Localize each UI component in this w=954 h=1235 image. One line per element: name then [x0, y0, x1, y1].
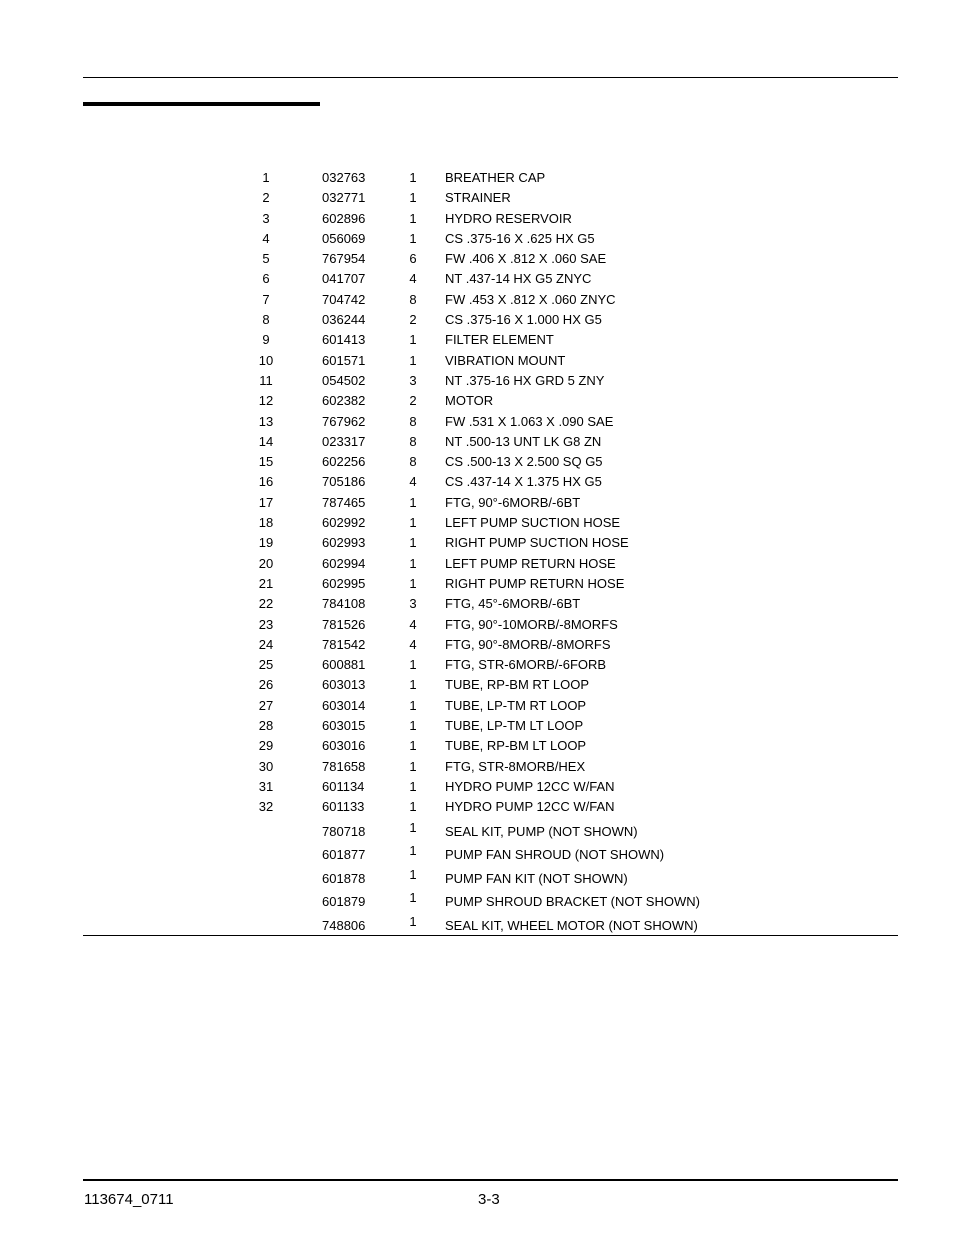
- item-number: 19: [258, 535, 274, 551]
- item-number: 31: [258, 778, 274, 794]
- item-number: 17: [258, 494, 274, 510]
- quantity: 1: [409, 657, 417, 673]
- parts-row: [0, 757, 954, 777]
- quantity: 1: [409, 758, 417, 774]
- part-number: 054502: [322, 372, 366, 388]
- parts-row: [0, 797, 954, 817]
- quantity: 1: [409, 866, 417, 882]
- parts-row: [0, 493, 954, 513]
- item-number: 29: [258, 738, 274, 754]
- parts-row: [0, 912, 954, 936]
- item-number: 4: [262, 230, 270, 246]
- description: FTG, 90°-6MORB/-6BT: [445, 494, 581, 510]
- parts-row: [0, 351, 954, 371]
- quantity: 2: [409, 312, 417, 328]
- parts-row: [0, 269, 954, 289]
- quantity: 1: [409, 515, 417, 531]
- header-rule: [83, 77, 898, 78]
- quantity: 6: [409, 251, 417, 267]
- parts-row: [0, 655, 954, 675]
- parts-row: [0, 594, 954, 614]
- document-number: 113674_0711: [84, 1191, 174, 1208]
- item-number: 14: [258, 433, 274, 449]
- quantity: 1: [409, 170, 417, 185]
- parts-row: [0, 432, 954, 452]
- description: FILTER ELEMENT: [445, 332, 554, 348]
- parts-row: [0, 188, 954, 208]
- quantity: 1: [409, 332, 417, 348]
- quantity: 8: [409, 413, 417, 429]
- part-number: 602992: [322, 515, 366, 531]
- quantity: 1: [409, 535, 417, 551]
- item-number: 25: [258, 657, 274, 673]
- parts-row: [0, 330, 954, 350]
- part-number: 784108: [322, 596, 366, 612]
- description: SEAL KIT, PUMP (NOT SHOWN): [445, 823, 638, 839]
- quantity: 1: [409, 778, 417, 794]
- quantity: 3: [409, 372, 417, 388]
- part-number: 787465: [322, 494, 366, 510]
- part-number: 602256: [322, 454, 366, 470]
- part-number: 036244: [322, 312, 366, 328]
- quantity: 4: [409, 271, 417, 287]
- quantity: 1: [409, 890, 417, 905]
- description: HYDRO RESERVOIR: [445, 210, 572, 226]
- description: VIBRATION MOUNT: [445, 352, 566, 368]
- part-number: 603016: [322, 738, 366, 754]
- item-number: 23: [258, 616, 274, 632]
- part-number: 023317: [322, 433, 366, 449]
- item-number: 5: [262, 251, 270, 267]
- quantity: 1: [409, 697, 417, 713]
- description: TUBE, RP-BM RT LOOP: [445, 677, 589, 693]
- quantity: 4: [409, 636, 417, 652]
- part-number: 602382: [322, 393, 366, 409]
- item-number: 10: [258, 352, 274, 368]
- part-number: 601878: [322, 870, 366, 886]
- description: PUMP FAN KIT (NOT SHOWN): [445, 870, 628, 886]
- item-number: 11: [259, 372, 273, 388]
- description: FTG, 45°-6MORB/-6BT: [445, 596, 581, 612]
- item-number: 8: [262, 312, 270, 328]
- part-number: 032763: [322, 170, 366, 185]
- parts-row: [0, 615, 954, 635]
- description: LEFT PUMP SUCTION HOSE: [445, 515, 621, 531]
- parts-row: [0, 841, 954, 865]
- parts-row: [0, 533, 954, 553]
- parts-row: [0, 716, 954, 736]
- part-number: 600881: [322, 657, 366, 673]
- part-number: 603013: [322, 677, 366, 693]
- quantity: 1: [409, 494, 417, 510]
- quantity: 1: [409, 210, 417, 226]
- parts-row: [0, 818, 954, 842]
- parts-row: [0, 452, 954, 472]
- part-number: 767962: [322, 413, 366, 429]
- item-number: 27: [258, 697, 274, 713]
- description: BREATHER CAP: [445, 170, 546, 185]
- parts-row: [0, 635, 954, 655]
- part-number: 601134: [322, 778, 365, 794]
- page-number: 3-3: [478, 1191, 500, 1208]
- parts-row: [0, 249, 954, 269]
- description: HYDRO PUMP 12CC W/FAN: [445, 799, 615, 815]
- item-number: 6: [262, 271, 270, 287]
- part-number: 601879: [322, 894, 366, 909]
- description: SEAL KIT, WHEEL MOTOR (NOT SHOWN): [445, 917, 698, 933]
- quantity: 1: [409, 230, 417, 246]
- part-number: 602993: [322, 535, 366, 551]
- description: PUMP SHROUD BRACKET (NOT SHOWN): [445, 894, 700, 909]
- parts-row: [0, 888, 954, 912]
- quantity: 1: [409, 819, 417, 835]
- description: CS .437-14 X 1.375 HX G5: [445, 474, 602, 490]
- description: FW .453 X .812 X .060 ZNYC: [445, 291, 616, 307]
- quantity: 1: [409, 190, 417, 206]
- parts-row: [0, 696, 954, 716]
- part-number: 601413: [322, 332, 366, 348]
- parts-list: [0, 168, 954, 935]
- parts-row: [0, 391, 954, 411]
- quantity: 1: [409, 352, 417, 368]
- description: RIGHT PUMP SUCTION HOSE: [445, 535, 629, 551]
- item-number: 1: [262, 170, 270, 185]
- parts-row: [0, 290, 954, 310]
- heading-underline: [83, 102, 320, 106]
- part-number: 601133: [322, 799, 365, 815]
- item-number: 16: [258, 474, 274, 490]
- part-number: 601571: [322, 352, 366, 368]
- item-number: 24: [258, 636, 274, 652]
- description: FW .531 X 1.063 X .090 SAE: [445, 413, 614, 429]
- description: FTG, STR-8MORB/HEX: [445, 758, 586, 774]
- part-number: 041707: [322, 271, 366, 287]
- parts-row: [0, 310, 954, 330]
- parts-row: [0, 412, 954, 432]
- part-number: 602896: [322, 210, 366, 226]
- item-number: 7: [262, 291, 270, 307]
- parts-row: [0, 777, 954, 797]
- description: FW .406 X .812 X .060 SAE: [445, 251, 607, 267]
- parts-row: [0, 865, 954, 889]
- item-number: 15: [258, 454, 274, 470]
- part-number: 748806: [322, 917, 366, 933]
- parts-row: [0, 371, 954, 391]
- quantity: 4: [409, 474, 417, 490]
- item-number: 28: [258, 718, 274, 734]
- part-number: 603015: [322, 718, 366, 734]
- description: PUMP FAN SHROUD (NOT SHOWN): [445, 847, 665, 862]
- description: CS .375-16 X .625 HX G5: [445, 230, 595, 246]
- item-number: 22: [258, 596, 274, 612]
- description: HYDRO PUMP 12CC W/FAN: [445, 778, 615, 794]
- quantity: 1: [409, 677, 417, 693]
- quantity: 8: [409, 454, 417, 470]
- quantity: 4: [409, 616, 417, 632]
- item-number: 30: [258, 758, 274, 774]
- parts-row: [0, 229, 954, 249]
- quantity: 8: [409, 291, 417, 307]
- quantity: 1: [409, 555, 417, 571]
- description: FTG, 90°-10MORB/-8MORFS: [445, 616, 618, 632]
- item-number: 13: [258, 413, 274, 429]
- description: NT .500-13 UNT LK G8 ZN: [445, 433, 602, 449]
- item-number: 3: [262, 210, 270, 226]
- item-number: 20: [258, 555, 274, 571]
- item-number: 32: [258, 799, 274, 815]
- quantity: 1: [409, 738, 417, 754]
- parts-row: [0, 513, 954, 533]
- description: NT .437-14 HX G5 ZNYC: [445, 271, 592, 287]
- quantity: 1: [409, 913, 417, 929]
- parts-row: [0, 554, 954, 574]
- quantity: 1: [409, 843, 417, 858]
- quantity: 8: [409, 433, 417, 449]
- part-number: 602995: [322, 575, 366, 591]
- description: TUBE, LP-TM RT LOOP: [445, 697, 587, 713]
- description: RIGHT PUMP RETURN HOSE: [445, 575, 625, 591]
- description: LEFT PUMP RETURN HOSE: [445, 555, 616, 571]
- description: STRAINER: [445, 190, 511, 206]
- description: MOTOR: [445, 393, 494, 409]
- part-number: 781542: [322, 636, 366, 652]
- quantity: 1: [409, 718, 417, 734]
- part-number: 705186: [322, 474, 366, 490]
- parts-row: [0, 472, 954, 492]
- description: TUBE, RP-BM LT LOOP: [445, 738, 587, 754]
- part-number: 602994: [322, 555, 366, 571]
- item-number: 18: [258, 515, 274, 531]
- description: TUBE, LP-TM LT LOOP: [445, 718, 584, 734]
- parts-row: [0, 168, 954, 188]
- quantity: 2: [409, 393, 417, 409]
- parts-list-bottom-rule: [83, 935, 898, 936]
- part-number: 767954: [322, 251, 366, 267]
- part-number: 601877: [322, 847, 366, 862]
- quantity: 1: [409, 575, 417, 591]
- part-number: 781658: [322, 758, 366, 774]
- description: FTG, 90°-8MORB/-8MORFS: [445, 636, 611, 652]
- part-number: 781526: [322, 616, 366, 632]
- item-number: 9: [262, 332, 270, 348]
- parts-row: [0, 574, 954, 594]
- part-number: 056069: [322, 230, 366, 246]
- item-number: 12: [258, 393, 274, 409]
- item-number: 26: [258, 677, 274, 693]
- parts-row: [0, 209, 954, 229]
- description: NT .375-16 HX GRD 5 ZNY: [445, 372, 605, 388]
- parts-row: [0, 736, 954, 756]
- item-number: 2: [262, 190, 270, 206]
- part-number: 032771: [322, 190, 366, 206]
- part-number: 704742: [322, 291, 366, 307]
- quantity: 3: [409, 596, 417, 612]
- description: FTG, STR-6MORB/-6FORB: [445, 657, 607, 673]
- quantity: 1: [409, 799, 417, 815]
- parts-row: [0, 675, 954, 695]
- description: CS .375-16 X 1.000 HX G5: [445, 312, 602, 328]
- description: CS .500-13 X 2.500 SQ G5: [445, 454, 603, 470]
- item-number: 21: [258, 575, 274, 591]
- part-number: 603014: [322, 697, 366, 713]
- footer-rule: [83, 1179, 898, 1181]
- part-number: 780718: [322, 823, 366, 839]
